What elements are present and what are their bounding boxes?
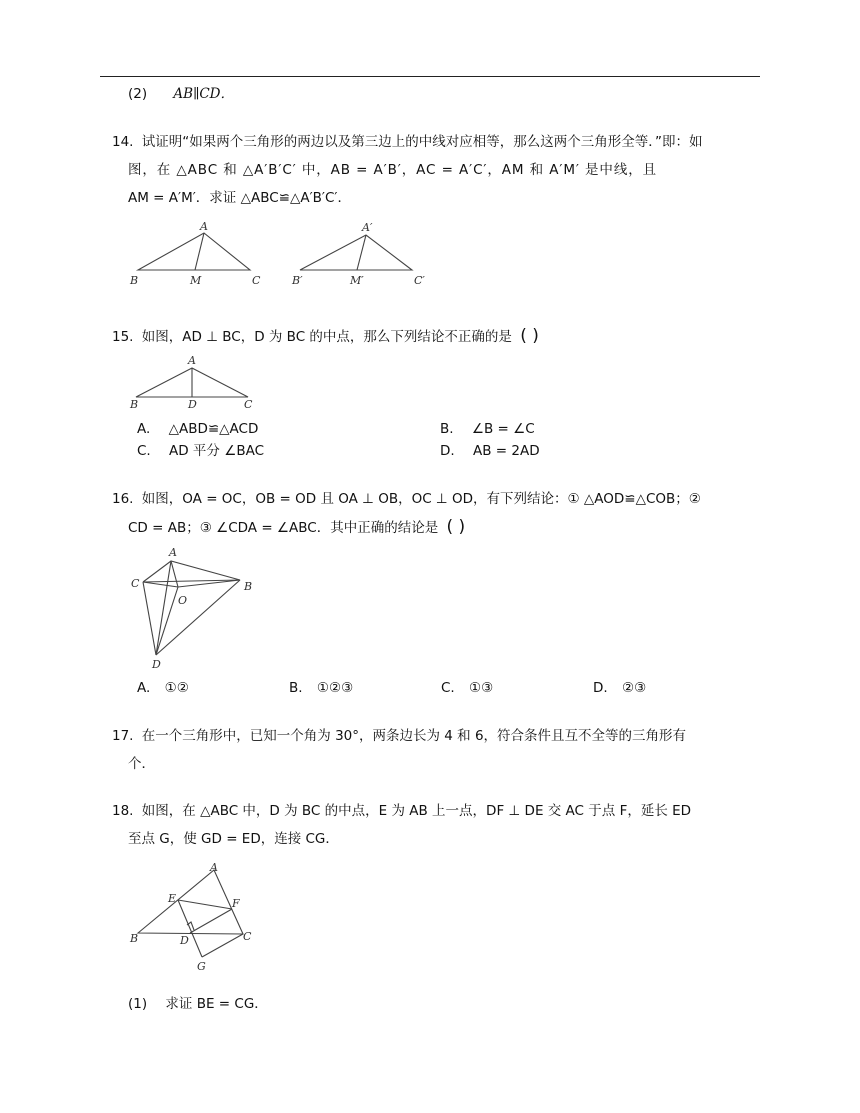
option-text: △ABD≌△ACD [168,421,259,437]
question-stem: 如图，AD ⊥ BC，D 为 BC 的中点，那么下列结论不正确的是 [141,329,512,345]
label-g: G [197,960,206,973]
q16-option-c[interactable] [441,676,493,701]
segment-gc [202,934,243,957]
triangle-a2b2c2 [300,235,412,270]
segment-ao [171,561,178,587]
label-o: O [178,594,188,607]
label-e: E [168,892,177,905]
question-17 [112,724,686,777]
subquestion-number: (1) [128,996,148,1012]
option-text: ①②③ [316,680,354,696]
option-letter: B. [440,421,454,437]
option-letter: C. [137,443,151,459]
label-c: C [243,930,252,943]
q16-option-d[interactable] [593,676,646,701]
option-text: ②③ [621,680,647,696]
question-line: 至点 G，使 GD = ED，连接 CG． [128,831,339,847]
label-c: C [244,398,253,411]
label-b: B [130,274,139,287]
segment-ef [178,900,232,909]
triangle-abc [138,233,250,270]
label-a-prime: A′ [362,221,373,234]
median-am [195,233,204,270]
question-number: 14. [112,134,134,150]
option-text: ①③ [469,680,494,696]
segment-df [190,909,232,933]
label-f: F [232,897,240,910]
question-line: 个． [128,756,155,772]
q18-figure [128,862,268,974]
question-line: AM = A′M′．求证 △ABC≌△A′B′C′． [128,190,351,206]
q15-option-c[interactable] [137,439,264,464]
q16-option-a[interactable] [137,676,189,701]
label-c: C [252,274,261,287]
label-d: D [180,934,189,947]
q15-figure [128,355,268,411]
option-letter: A. [137,680,151,696]
label-a: A [210,861,218,874]
option-letter: D. [440,443,455,459]
segment-cd [143,582,156,655]
question-line: CD = AB；③ ∠CDA = ∠ABC．其中正确的结论是 [128,520,439,536]
question-line: 在一个三角形中，已知一个角为 30°，两条边长为 4 和 6，符合条件且互不全等的三角形有 [141,728,687,744]
option-letter: B. [289,680,303,696]
label-m-prime: M′ [350,274,364,287]
subquestion-text: AB∥CD． [173,86,234,102]
option-text: AD 平分 ∠BAC [169,443,265,459]
subquestion-number: (2) [128,86,148,102]
question-number: 17. [112,728,134,744]
q18-subquestion-1 [128,992,268,1017]
header-rule [100,76,760,77]
label-m: M [190,274,202,287]
answer-paren: ( ) [446,517,466,537]
option-text: AB = 2AD [472,443,540,459]
question-number: 16. [112,491,134,507]
label-b-prime: B′ [292,274,303,287]
label-b: B [130,398,139,411]
option-letter: C. [441,680,455,696]
median-a2m2 [357,235,366,270]
prev-subquestion [128,82,234,107]
question-16 [112,487,701,541]
label-d: D [188,398,197,411]
label-c: C [131,577,140,590]
option-letter: D. [593,680,608,696]
question-line: 试证明“如果两个三角形的两边以及第三边上的中线对应相等，那么这两个三角形全等．”即：如 [141,134,703,150]
question-15 [112,324,539,350]
label-b: B [244,580,253,593]
label-a: A [188,354,196,367]
question-18 [112,799,691,852]
q15-option-d[interactable] [440,439,540,464]
q16-figure [128,545,268,673]
q16-option-b[interactable] [289,676,353,701]
option-text: ∠B = ∠C [471,421,535,437]
question-line: 图，在 △ABC 和 △A′B′C′ 中，AB = A′B′，AC = A′C′，AM 和 A′M′ 是中线，且 [128,162,658,178]
option-text: ①② [164,680,189,696]
q14-figure [128,220,438,292]
question-14 [112,130,703,211]
question-line: 如图，在 △ABC 中，D 为 BC 的中点，E 为 AB 上一点，DF ⊥ DE 交 AC 于点 F，延长 ED [141,803,692,819]
question-line: 如图，OA = OC，OB = OD 且 OA ⊥ OB，OC ⊥ OD，有下列结论：① △AOD≌△COB；② [141,491,701,507]
label-a: A [200,220,208,233]
subquestion-text: 求证 BE = CG． [165,996,268,1012]
label-b: B [130,932,139,945]
label-c-prime: C′ [414,274,425,287]
question-number: 18. [112,803,134,819]
label-d: D [152,658,161,671]
label-a: A [169,546,177,559]
quad-cab [143,561,240,587]
segment-ad [156,561,171,655]
option-letter: A. [137,421,151,437]
answer-paren: ( ) [520,326,539,346]
question-number: 15. [112,329,134,345]
